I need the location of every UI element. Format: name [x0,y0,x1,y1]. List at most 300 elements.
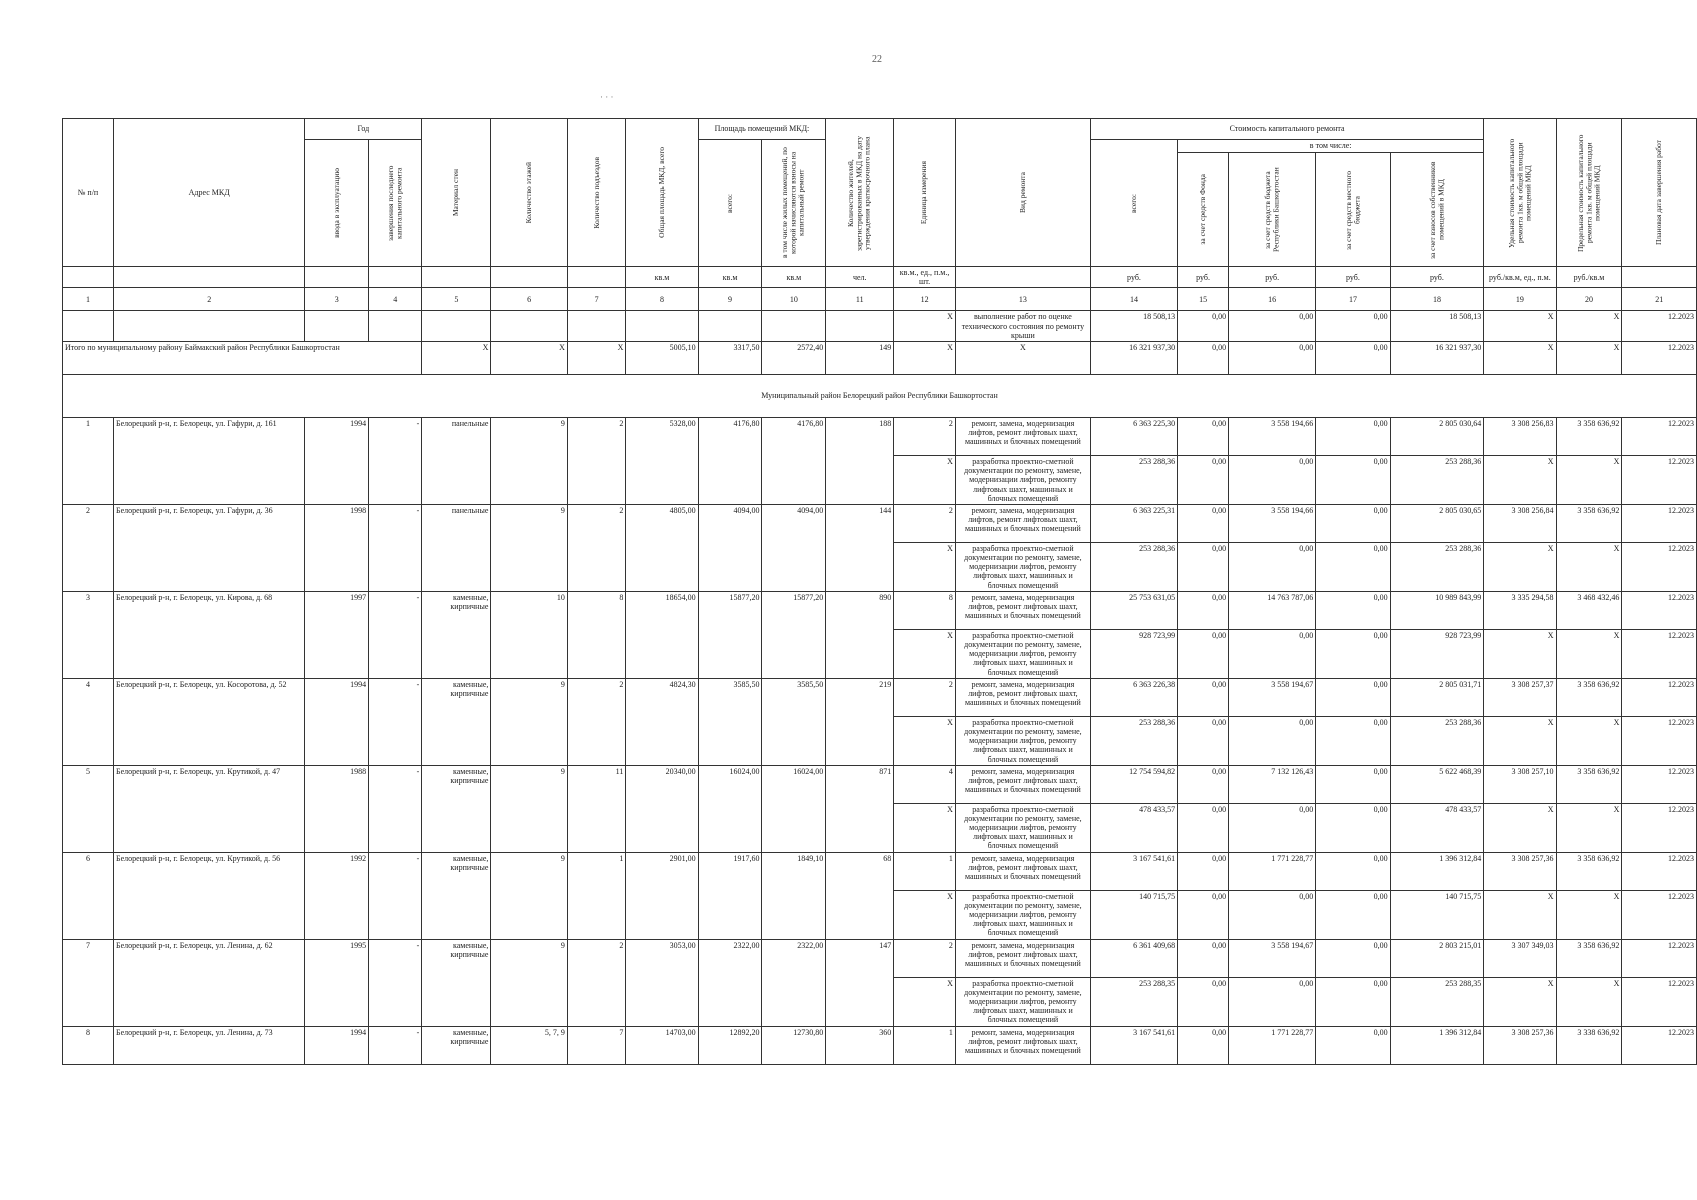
column-index-cell: 21 [1622,288,1697,311]
work-deadline: 12.2023 [1622,542,1697,591]
work-cost-local: 0,00 [1316,504,1390,542]
work-cost-owners: 253 288,36 [1390,455,1484,504]
building-entrances: 2 [567,939,625,1026]
unit-premises-all: кв.м [698,267,762,288]
subtotal-local: 0,00 [1316,341,1390,374]
column-index-cell: 15 [1178,288,1229,311]
building-premises-all: 15877,20 [698,591,762,678]
col-year-commission-header: ввода в эксплуатацию [305,140,369,267]
building-floors: 9 [491,417,568,504]
work-cost-republic: 3 558 194,66 [1229,417,1316,455]
building-premises-owned: 1849,10 [762,852,826,939]
work-cost-total: 6 363 225,31 [1090,504,1177,542]
building-premises-all: 4094,00 [698,504,762,591]
work-limit-cost: 3 468 432,46 [1556,591,1622,629]
units-row [63,267,1697,288]
work-cost-owners: 928 723,99 [1390,629,1484,678]
building-address: Белорецкий р-н, г. Белорецк, ул. Гафури, д. 161 [114,417,305,504]
work-cost-owners: 253 288,35 [1390,977,1484,1026]
building-wall-material: каменные, кирпичные [422,678,491,765]
work-cost-local: 0,00 [1316,1026,1390,1064]
building-entrances: 8 [567,591,625,678]
work-cost-fund: 0,00 [1178,417,1229,455]
building-year: 1994 [305,678,369,765]
column-index-cell: 14 [1090,288,1177,311]
work-limit-cost: 3 358 636,92 [1556,765,1622,803]
building-year: 1994 [305,417,369,504]
building-repair-year: - [369,678,422,765]
work-cost-fund: 0,00 [1178,504,1229,542]
building-premises-owned: 12730,80 [762,1026,826,1064]
work-unit-cost: 3 308 257,36 [1484,1026,1556,1064]
work-unit-count: 1 [894,852,956,890]
column-index-cell: 5 [422,288,491,311]
building-entrances: 2 [567,678,625,765]
building-entrances: 2 [567,504,625,591]
carry-deadline: 12.2023 [1622,311,1697,342]
col-premises-group-header: Площадь помещений МКД: [698,119,826,140]
work-cost-republic: 0,00 [1229,716,1316,765]
building-wall-material: каменные, кирпичные [422,852,491,939]
carry-total: 18 508,13 [1090,311,1177,342]
work-limit-cost: X [1556,890,1622,939]
work-cost-owners: 1 396 312,84 [1390,1026,1484,1064]
work-limit-cost: 3 358 636,92 [1556,417,1622,455]
col-cost-group-header: Стоимость капитального ремонта [1090,119,1483,140]
subtotal-premises-owned: 2572,40 [762,341,826,374]
building-residents: 68 [826,852,894,939]
subtotal-residents: 149 [826,341,894,374]
work-cost-republic: 14 763 787,06 [1229,591,1316,629]
work-cost-local: 0,00 [1316,765,1390,803]
carry-local: 0,00 [1316,311,1390,342]
section-row [63,374,1697,417]
col-limit-cost-header: Предельная стоимость капитального ремонта 1кв. м общей площади помещений МКД [1556,119,1622,267]
unit-premises-owned: кв.м [762,267,826,288]
building-address: Белорецкий р-н, г. Белорецк, ул. Крутикой, д. 56 [114,852,305,939]
building-entrances: 7 [567,1026,625,1064]
work-cost-local: 0,00 [1316,542,1390,591]
work-limit-cost: X [1556,977,1622,1026]
building-year: 1997 [305,591,369,678]
work-cost-republic: 0,00 [1229,977,1316,1026]
work-deadline: 12.2023 [1622,1026,1697,1064]
subtotal-total: 16 321 937,30 [1090,341,1177,374]
subtotal-fund: 0,00 [1178,341,1229,374]
carry-over-row [63,311,1697,342]
building-repair-year: - [369,1026,422,1064]
building-floors: 9 [491,504,568,591]
column-index-cell: 2 [114,288,305,311]
building-repair-year: - [369,417,422,504]
work-type: разработка проектно-сметной документации по ремонту, замене, модернизации лифтов, ремонту лифтовых шахт, машинных и блочных помещений [955,890,1090,939]
building-entrances: 2 [567,417,625,504]
work-type: ремонт, замена, модернизация лифтов, ремонт лифтовых шахт, машинных и блочных помещений [955,852,1090,890]
scan-speckle: · · · [600,92,614,102]
work-deadline: 12.2023 [1622,629,1697,678]
work-cost-local: 0,00 [1316,591,1390,629]
work-deadline: 12.2023 [1622,504,1697,542]
building-repair-year: - [369,765,422,852]
column-index-cell: 19 [1484,288,1556,311]
work-unit-count: 2 [894,939,956,977]
building-year: 1998 [305,504,369,591]
building-wall-material: каменные, кирпичные [422,591,491,678]
work-unit-cost: X [1484,716,1556,765]
column-index-cell: 13 [955,288,1090,311]
building-total-area: 4805,00 [626,504,698,591]
building-num: 8 [63,1026,114,1064]
work-unit-cost: 3 308 257,10 [1484,765,1556,803]
work-cost-total: 6 363 226,38 [1090,678,1177,716]
building-num: 1 [63,417,114,504]
col-work-type-header: Вид ремонта [955,119,1090,267]
carry-owners: 18 508,13 [1390,311,1484,342]
building-residents: 144 [826,504,894,591]
work-cost-fund: 0,00 [1178,455,1229,504]
work-cost-fund: 0,00 [1178,803,1229,852]
column-index-cell: 1 [63,288,114,311]
work-cost-total: 478 433,57 [1090,803,1177,852]
building-premises-all: 1917,60 [698,852,762,939]
column-index-row [63,288,1697,311]
work-deadline: 12.2023 [1622,455,1697,504]
table-header [63,119,1697,288]
building-num: 7 [63,939,114,1026]
unit-unit-cost: руб./кв.м, ед., п.м. [1484,267,1556,288]
work-unit-cost: 3 308 257,36 [1484,852,1556,890]
column-index-cell: 6 [491,288,568,311]
work-cost-fund: 0,00 [1178,542,1229,591]
work-cost-fund: 0,00 [1178,678,1229,716]
building-premises-all: 4176,80 [698,417,762,504]
building-residents: 871 [826,765,894,852]
work-cost-republic: 3 558 194,67 [1229,939,1316,977]
work-type: ремонт, замена, модернизация лифтов, ремонт лифтовых шахт, машинных и блочных помещений [955,678,1090,716]
column-index-cell: 16 [1229,288,1316,311]
building-premises-owned: 2322,00 [762,939,826,1026]
col-num-header: № п/п [63,119,114,267]
col-residents-header: Количество жителей, зарегистрированных в МКД на дату утверждения краткосрочного плана [826,119,894,267]
work-cost-total: 6 361 409,68 [1090,939,1177,977]
subtotal-wall: X [422,341,491,374]
work-unit-cost: X [1484,629,1556,678]
subtotal-unit-cost: X [1484,341,1556,374]
building-repair-year: - [369,591,422,678]
work-cost-local: 0,00 [1316,977,1390,1026]
work-unit-cost: X [1484,977,1556,1026]
work-unit-count: X [894,803,956,852]
building-floors: 10 [491,591,568,678]
work-unit-count: 4 [894,765,956,803]
work-unit-count: X [894,542,956,591]
work-unit-cost: 3 335 294,58 [1484,591,1556,629]
work-cost-fund: 0,00 [1178,939,1229,977]
table-body [63,288,1697,1064]
column-index-cell: 10 [762,288,826,311]
capital-repair-register-table [62,118,1697,1065]
col-premises-all-header: всего: [698,140,762,267]
work-cost-owners: 5 622 468,39 [1390,765,1484,803]
building-repair-year: - [369,504,422,591]
building-premises-owned: 4176,80 [762,417,826,504]
subtotal-label: Итого по муниципальному району Баймакский район Республики Башкортостан [63,341,422,374]
work-cost-fund: 0,00 [1178,591,1229,629]
work-cost-total: 12 754 594,82 [1090,765,1177,803]
unit-cost-owners: руб. [1390,267,1484,288]
building-address: Белорецкий р-н, г. Белорецк, ул. Косоротова, д. 52 [114,678,305,765]
work-type: разработка проектно-сметной документации по ремонту, замене, модернизации лифтов, ремонту лифтовых шахт, машинных и блочных помещений [955,542,1090,591]
work-limit-cost: X [1556,803,1622,852]
col-including-header: в том числе: [1178,140,1484,153]
building-residents: 890 [826,591,894,678]
column-index-cell: 18 [1390,288,1484,311]
building-premises-owned: 3585,50 [762,678,826,765]
column-index-cell: 4 [369,288,422,311]
subtotal-floors: X [491,341,568,374]
work-unit-count: X [894,716,956,765]
building-wall-material: каменные, кирпичные [422,939,491,1026]
subtotal-premises-all: 3317,50 [698,341,762,374]
building-floors: 9 [491,765,568,852]
unit-cost-fund: руб. [1178,267,1229,288]
work-unit-cost: 3 308 256,83 [1484,417,1556,455]
building-repair-year: - [369,852,422,939]
work-deadline: 12.2023 [1622,417,1697,455]
unit-cost-local: руб. [1316,267,1390,288]
building-num: 3 [63,591,114,678]
work-deadline: 12.2023 [1622,678,1697,716]
work-cost-local: 0,00 [1316,939,1390,977]
building-total-area: 14703,00 [626,1026,698,1064]
building-year: 1988 [305,765,369,852]
building-total-area: 2901,00 [626,852,698,939]
work-cost-republic: 3 558 194,67 [1229,678,1316,716]
work-cost-local: 0,00 [1316,890,1390,939]
building-floors: 9 [491,852,568,939]
column-index-cell: 20 [1556,288,1622,311]
unit-cost-total: руб. [1090,267,1177,288]
work-cost-local: 0,00 [1316,852,1390,890]
building-residents: 147 [826,939,894,1026]
subtotal-limit-cost: X [1556,341,1622,374]
col-year-repair-header: завершения последнего капитального ремонта [369,140,422,267]
work-cost-total: 253 288,36 [1090,542,1177,591]
table-row [63,939,1697,977]
column-index-cell: 9 [698,288,762,311]
work-deadline: 12.2023 [1622,890,1697,939]
column-index-cell: 7 [567,288,625,311]
work-cost-total: 253 288,35 [1090,977,1177,1026]
work-cost-owners: 1 396 312,84 [1390,852,1484,890]
work-unit-cost: X [1484,542,1556,591]
carry-republic: 0,00 [1229,311,1316,342]
work-limit-cost: 3 358 636,92 [1556,939,1622,977]
col-owners-header: за счет взносов собственников помещений в МКД [1390,153,1484,267]
table-row [63,417,1697,455]
work-unit-cost: X [1484,803,1556,852]
work-cost-local: 0,00 [1316,455,1390,504]
work-unit-cost: X [1484,890,1556,939]
unit-count: кв.м., ед., п.м., шт. [894,267,956,288]
building-repair-year: - [369,939,422,1026]
work-cost-total: 140 715,75 [1090,890,1177,939]
building-total-area: 20340,00 [626,765,698,852]
work-cost-republic: 7 132 126,43 [1229,765,1316,803]
work-limit-cost: 3 358 636,92 [1556,504,1622,542]
col-address-header: Адрес МКД [114,119,305,267]
column-index-cell: 11 [826,288,894,311]
col-premises-owned-header: в том числе жилых помещений, по которой начисляются взносы на капитальный ремонт [762,140,826,267]
building-premises-all: 2322,00 [698,939,762,1026]
col-floors-header: Количество этажей [491,119,568,267]
col-cost-total-header: всего: [1090,140,1177,267]
work-cost-total: 3 167 541,61 [1090,1026,1177,1064]
work-cost-fund: 0,00 [1178,716,1229,765]
col-entrances-header: Количество подъездов [567,119,625,267]
work-deadline: 12.2023 [1622,803,1697,852]
work-cost-total: 928 723,99 [1090,629,1177,678]
building-residents: 219 [826,678,894,765]
work-deadline: 12.2023 [1622,591,1697,629]
table-row [63,504,1697,542]
col-fund-header: за счет средств Фонда [1178,153,1229,267]
work-cost-local: 0,00 [1316,716,1390,765]
work-type: ремонт, замена, модернизация лифтов, ремонт лифтовых шахт, машинных и блочных помещений [955,504,1090,542]
work-unit-cost: 3 307 349,03 [1484,939,1556,977]
page-marker: 22 [872,54,882,65]
work-cost-republic: 1 771 228,77 [1229,1026,1316,1064]
work-type: ремонт, замена, модернизация лифтов, ремонт лифтовых шахт, машинных и блочных помещений [955,939,1090,977]
col-republic-header: за счет средств бюджета Республики Башкортостан [1229,153,1316,267]
building-premises-owned: 15877,20 [762,591,826,678]
work-limit-cost: 3 358 636,92 [1556,852,1622,890]
work-cost-total: 3 167 541,61 [1090,852,1177,890]
work-type: разработка проектно-сметной документации по ремонту, замене, модернизации лифтов, ремонту лифтовых шахт, машинных и блочных помещений [955,629,1090,678]
work-cost-fund: 0,00 [1178,1026,1229,1064]
building-num: 6 [63,852,114,939]
building-address: Белорецкий р-н, г. Белорецк, ул. Ленина, д. 62 [114,939,305,1026]
column-index-cell: 8 [626,288,698,311]
building-num: 4 [63,678,114,765]
work-unit-count: 2 [894,417,956,455]
building-total-area: 18654,00 [626,591,698,678]
work-cost-local: 0,00 [1316,417,1390,455]
unit-total-area: кв.м [626,267,698,288]
column-index-cell: 3 [305,288,369,311]
building-premises-all: 3585,50 [698,678,762,765]
work-unit-count: 8 [894,591,956,629]
work-type: ремонт, замена, модернизация лифтов, ремонт лифтовых шахт, машинных и блочных помещений [955,765,1090,803]
col-year-group-header: Год [305,119,422,140]
work-deadline: 12.2023 [1622,765,1697,803]
work-cost-republic: 0,00 [1229,890,1316,939]
column-index-cell: 17 [1316,288,1390,311]
work-type: ремонт, замена, модернизация лифтов, ремонт лифтовых шахт, машинных и блочных помещений [955,591,1090,629]
work-cost-total: 6 363 225,30 [1090,417,1177,455]
building-total-area: 3053,00 [626,939,698,1026]
building-premises-all: 16024,00 [698,765,762,852]
work-cost-owners: 2 805 030,64 [1390,417,1484,455]
work-type: разработка проектно-сметной документации по ремонту, замене, модернизации лифтов, ремонту лифтовых шахт, машинных и блочных помещений [955,803,1090,852]
building-year: 1995 [305,939,369,1026]
col-total-area-header: Общая площадь МКД, всего [626,119,698,267]
work-limit-cost: X [1556,542,1622,591]
work-type: ремонт, замена, модернизация лифтов, ремонт лифтовых шахт, машинных и блочных помещений [955,1026,1090,1064]
work-type: разработка проектно-сметной документации по ремонту, замене, модернизации лифтов, ремонту лифтовых шахт, машинных и блочных помещений [955,455,1090,504]
building-year: 1992 [305,852,369,939]
building-premises-owned: 4094,00 [762,504,826,591]
work-cost-local: 0,00 [1316,678,1390,716]
unit-cost-republic: руб. [1229,267,1316,288]
subtotal-row [63,341,1697,374]
work-unit-count: 2 [894,678,956,716]
table-row [63,591,1697,629]
building-floors: 9 [491,678,568,765]
work-deadline: 12.2023 [1622,852,1697,890]
work-cost-republic: 0,00 [1229,455,1316,504]
building-num: 5 [63,765,114,852]
work-cost-owners: 253 288,36 [1390,542,1484,591]
building-num: 2 [63,504,114,591]
building-wall-material: панельные [422,504,491,591]
work-limit-cost: X [1556,716,1622,765]
building-floors: 5, 7, 9 [491,1026,568,1064]
building-floors: 9 [491,939,568,1026]
work-cost-fund: 0,00 [1178,852,1229,890]
work-unit-count: X [894,890,956,939]
building-address: Белорецкий р-н, г. Белорецк, ул. Ленина, д. 73 [114,1026,305,1064]
work-cost-fund: 0,00 [1178,890,1229,939]
work-cost-republic: 0,00 [1229,803,1316,852]
work-cost-republic: 0,00 [1229,542,1316,591]
work-cost-republic: 0,00 [1229,629,1316,678]
building-address: Белорецкий р-н, г. Белорецк, ул. Гафури, д. 36 [114,504,305,591]
unit-residents: чел. [826,267,894,288]
work-cost-local: 0,00 [1316,629,1390,678]
work-unit-count: 2 [894,504,956,542]
building-entrances: 1 [567,852,625,939]
building-total-area: 5328,00 [626,417,698,504]
carry-work: выполнение работ по оценке технического состояния по ремонту крыши [955,311,1090,342]
work-unit-cost: 3 308 257,37 [1484,678,1556,716]
work-deadline: 12.2023 [1622,977,1697,1026]
work-cost-owners: 2 803 215,01 [1390,939,1484,977]
table-row [63,852,1697,890]
subtotal-unit: X [894,341,956,374]
col-unit-header: Единица измерения [894,119,956,267]
work-type: разработка проектно-сметной документации по ремонту, замене, модернизации лифтов, ремонту лифтовых шахт, машинных и блочных помещений [955,716,1090,765]
section-title: Муниципальный район Белорецкий район Республики Башкортостан [63,374,1697,417]
work-unit-count: 1 [894,1026,956,1064]
carry-fund: 0,00 [1178,311,1229,342]
unit-limit-cost: руб./кв.м [1556,267,1622,288]
building-address: Белорецкий р-н, г. Белорецк, ул. Кирова, д. 68 [114,591,305,678]
work-cost-owners: 2 805 031,71 [1390,678,1484,716]
work-deadline: 12.2023 [1622,716,1697,765]
work-cost-owners: 478 433,57 [1390,803,1484,852]
building-wall-material: каменные, кирпичные [422,765,491,852]
building-total-area: 4824,30 [626,678,698,765]
building-premises-all: 12892,20 [698,1026,762,1064]
work-unit-count: X [894,629,956,678]
work-cost-total: 253 288,36 [1090,455,1177,504]
work-cost-total: 253 288,36 [1090,716,1177,765]
building-year: 1994 [305,1026,369,1064]
work-cost-owners: 10 989 843,99 [1390,591,1484,629]
building-residents: 188 [826,417,894,504]
building-wall-material: каменные, кирпичные [422,1026,491,1064]
